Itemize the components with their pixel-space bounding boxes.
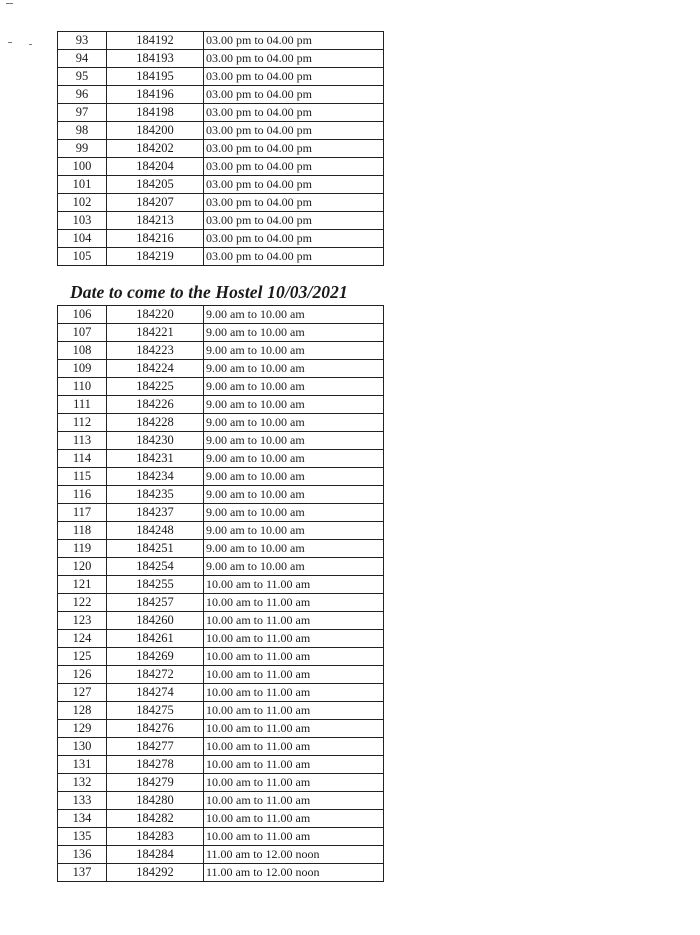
row-number-cell: 116 <box>58 486 107 504</box>
scan-artifact-mark <box>8 42 12 43</box>
row-number-cell: 100 <box>58 158 107 176</box>
student-id-cell: 184261 <box>107 630 204 648</box>
row-number-cell: 113 <box>58 432 107 450</box>
table-row <box>58 828 384 846</box>
row-number-cell: 108 <box>58 342 107 360</box>
time-slot-cell: 10.00 am to 11.00 am <box>204 792 384 810</box>
row-number-cell: 94 <box>58 50 107 68</box>
row-number-cell: 134 <box>58 810 107 828</box>
time-slot-cell: 9.00 am to 10.00 am <box>204 414 384 432</box>
row-number-cell: 110 <box>58 378 107 396</box>
student-id-cell: 184196 <box>107 86 204 104</box>
student-id-cell: 184224 <box>107 360 204 378</box>
row-number-cell: 102 <box>58 194 107 212</box>
table-row <box>58 720 384 738</box>
row-number-cell: 105 <box>58 248 107 266</box>
schedule-table-1-body <box>58 32 384 266</box>
student-id-cell: 184205 <box>107 176 204 194</box>
row-number-cell: 109 <box>58 360 107 378</box>
time-slot-cell: 10.00 am to 11.00 am <box>204 828 384 846</box>
student-id-cell: 184213 <box>107 212 204 230</box>
row-number-cell: 96 <box>58 86 107 104</box>
table-row <box>58 738 384 756</box>
time-slot-cell: 03.00 pm to 04.00 pm <box>204 122 384 140</box>
row-number-cell: 99 <box>58 140 107 158</box>
row-number-cell: 124 <box>58 630 107 648</box>
time-slot-cell: 03.00 pm to 04.00 pm <box>204 194 384 212</box>
table-row <box>58 594 384 612</box>
student-id-cell: 184276 <box>107 720 204 738</box>
section-heading-hostel-date: Date to come to the Hostel 10/03/2021 <box>70 282 348 302</box>
table-row <box>58 396 384 414</box>
time-slot-cell: 9.00 am to 10.00 am <box>204 396 384 414</box>
student-id-cell: 184220 <box>107 306 204 324</box>
table-row <box>58 810 384 828</box>
table-row <box>58 702 384 720</box>
student-id-cell: 184231 <box>107 450 204 468</box>
row-number-cell: 133 <box>58 792 107 810</box>
table-row <box>58 648 384 666</box>
student-id-cell: 184248 <box>107 522 204 540</box>
row-number-cell: 127 <box>58 684 107 702</box>
time-slot-cell: 9.00 am to 10.00 am <box>204 306 384 324</box>
time-slot-cell: 9.00 am to 10.00 am <box>204 558 384 576</box>
row-number-cell: 122 <box>58 594 107 612</box>
student-id-cell: 184192 <box>107 32 204 50</box>
table-row <box>58 666 384 684</box>
row-number-cell: 137 <box>58 864 107 882</box>
time-slot-cell: 9.00 am to 10.00 am <box>204 486 384 504</box>
table-row <box>58 450 384 468</box>
row-number-cell: 123 <box>58 612 107 630</box>
table-row <box>58 774 384 792</box>
table-row <box>58 792 384 810</box>
row-number-cell: 136 <box>58 846 107 864</box>
time-slot-cell: 11.00 am to 12.00 noon <box>204 846 384 864</box>
time-slot-cell: 10.00 am to 11.00 am <box>204 648 384 666</box>
table-row <box>58 414 384 432</box>
table-row <box>58 342 384 360</box>
time-slot-cell: 03.00 pm to 04.00 pm <box>204 32 384 50</box>
student-id-cell: 184195 <box>107 68 204 86</box>
student-id-cell: 184228 <box>107 414 204 432</box>
table-row <box>58 50 384 68</box>
student-id-cell: 184279 <box>107 774 204 792</box>
row-number-cell: 130 <box>58 738 107 756</box>
student-id-cell: 184235 <box>107 486 204 504</box>
time-slot-cell: 9.00 am to 10.00 am <box>204 450 384 468</box>
row-number-cell: 117 <box>58 504 107 522</box>
time-slot-cell: 03.00 pm to 04.00 pm <box>204 230 384 248</box>
table-row <box>58 140 384 158</box>
table-row <box>58 432 384 450</box>
student-id-cell: 184278 <box>107 756 204 774</box>
time-slot-cell: 11.00 am to 12.00 noon <box>204 864 384 882</box>
time-slot-cell: 10.00 am to 11.00 am <box>204 666 384 684</box>
row-number-cell: 98 <box>58 122 107 140</box>
time-slot-cell: 10.00 am to 11.00 am <box>204 684 384 702</box>
student-id-cell: 184225 <box>107 378 204 396</box>
table-row <box>58 104 384 122</box>
student-id-cell: 184280 <box>107 792 204 810</box>
time-slot-cell: 03.00 pm to 04.00 pm <box>204 248 384 266</box>
time-slot-cell: 9.00 am to 10.00 am <box>204 540 384 558</box>
student-id-cell: 184230 <box>107 432 204 450</box>
time-slot-cell: 10.00 am to 11.00 am <box>204 738 384 756</box>
table-row <box>58 486 384 504</box>
time-slot-cell: 9.00 am to 10.00 am <box>204 504 384 522</box>
table-row <box>58 468 384 486</box>
time-slot-cell: 10.00 am to 11.00 am <box>204 576 384 594</box>
table-row <box>58 864 384 882</box>
table-row <box>58 522 384 540</box>
time-slot-cell: 03.00 pm to 04.00 pm <box>204 140 384 158</box>
row-number-cell: 135 <box>58 828 107 846</box>
table-row <box>58 504 384 522</box>
table-row <box>58 306 384 324</box>
student-id-cell: 184272 <box>107 666 204 684</box>
row-number-cell: 97 <box>58 104 107 122</box>
time-slot-cell: 10.00 am to 11.00 am <box>204 702 384 720</box>
table-row <box>58 248 384 266</box>
student-id-cell: 184237 <box>107 504 204 522</box>
row-number-cell: 106 <box>58 306 107 324</box>
student-id-cell: 184277 <box>107 738 204 756</box>
student-id-cell: 184226 <box>107 396 204 414</box>
table-row <box>58 176 384 194</box>
schedule-table-1 <box>57 31 384 266</box>
row-number-cell: 128 <box>58 702 107 720</box>
student-id-cell: 184193 <box>107 50 204 68</box>
table-row <box>58 32 384 50</box>
student-id-cell: 184202 <box>107 140 204 158</box>
time-slot-cell: 03.00 pm to 04.00 pm <box>204 212 384 230</box>
student-id-cell: 184282 <box>107 810 204 828</box>
row-number-cell: 112 <box>58 414 107 432</box>
time-slot-cell: 03.00 pm to 04.00 pm <box>204 176 384 194</box>
student-id-cell: 184255 <box>107 576 204 594</box>
table-row <box>58 68 384 86</box>
row-number-cell: 121 <box>58 576 107 594</box>
table-row <box>58 540 384 558</box>
student-id-cell: 184292 <box>107 864 204 882</box>
student-id-cell: 184204 <box>107 158 204 176</box>
time-slot-cell: 10.00 am to 11.00 am <box>204 612 384 630</box>
student-id-cell: 184200 <box>107 122 204 140</box>
time-slot-cell: 10.00 am to 11.00 am <box>204 594 384 612</box>
scan-artifact-mark <box>6 3 13 4</box>
schedule-table-2 <box>57 305 384 882</box>
row-number-cell: 104 <box>58 230 107 248</box>
time-slot-cell: 9.00 am to 10.00 am <box>204 468 384 486</box>
time-slot-cell: 9.00 am to 10.00 am <box>204 432 384 450</box>
time-slot-cell: 03.00 pm to 04.00 pm <box>204 86 384 104</box>
table-row <box>58 158 384 176</box>
student-id-cell: 184223 <box>107 342 204 360</box>
student-id-cell: 184198 <box>107 104 204 122</box>
row-number-cell: 93 <box>58 32 107 50</box>
row-number-cell: 95 <box>58 68 107 86</box>
row-number-cell: 118 <box>58 522 107 540</box>
time-slot-cell: 10.00 am to 11.00 am <box>204 630 384 648</box>
scan-artifact-mark <box>29 44 32 45</box>
table-row <box>58 194 384 212</box>
row-number-cell: 111 <box>58 396 107 414</box>
time-slot-cell: 9.00 am to 10.00 am <box>204 522 384 540</box>
time-slot-cell: 9.00 am to 10.00 am <box>204 378 384 396</box>
student-id-cell: 184275 <box>107 702 204 720</box>
student-id-cell: 184260 <box>107 612 204 630</box>
row-number-cell: 107 <box>58 324 107 342</box>
time-slot-cell: 10.00 am to 11.00 am <box>204 720 384 738</box>
time-slot-cell: 03.00 pm to 04.00 pm <box>204 158 384 176</box>
student-id-cell: 184269 <box>107 648 204 666</box>
row-number-cell: 101 <box>58 176 107 194</box>
time-slot-cell: 03.00 pm to 04.00 pm <box>204 50 384 68</box>
time-slot-cell: 9.00 am to 10.00 am <box>204 360 384 378</box>
row-number-cell: 119 <box>58 540 107 558</box>
table-row <box>58 756 384 774</box>
table-row <box>58 630 384 648</box>
row-number-cell: 120 <box>58 558 107 576</box>
table-row <box>58 122 384 140</box>
time-slot-cell: 10.00 am to 11.00 am <box>204 774 384 792</box>
student-id-cell: 184283 <box>107 828 204 846</box>
time-slot-cell: 10.00 am to 11.00 am <box>204 810 384 828</box>
student-id-cell: 184257 <box>107 594 204 612</box>
table-row <box>58 576 384 594</box>
table-row <box>58 378 384 396</box>
student-id-cell: 184274 <box>107 684 204 702</box>
table-row <box>58 230 384 248</box>
row-number-cell: 125 <box>58 648 107 666</box>
time-slot-cell: 10.00 am to 11.00 am <box>204 756 384 774</box>
row-number-cell: 129 <box>58 720 107 738</box>
student-id-cell: 184234 <box>107 468 204 486</box>
student-id-cell: 184216 <box>107 230 204 248</box>
student-id-cell: 184221 <box>107 324 204 342</box>
table-row <box>58 558 384 576</box>
table-row <box>58 612 384 630</box>
time-slot-cell: 9.00 am to 10.00 am <box>204 342 384 360</box>
student-id-cell: 184219 <box>107 248 204 266</box>
table-row <box>58 684 384 702</box>
table-row <box>58 324 384 342</box>
row-number-cell: 114 <box>58 450 107 468</box>
row-number-cell: 103 <box>58 212 107 230</box>
student-id-cell: 184254 <box>107 558 204 576</box>
time-slot-cell: 03.00 pm to 04.00 pm <box>204 68 384 86</box>
schedule-table-2-body <box>58 306 384 882</box>
row-number-cell: 115 <box>58 468 107 486</box>
time-slot-cell: 03.00 pm to 04.00 pm <box>204 104 384 122</box>
table-row <box>58 212 384 230</box>
student-id-cell: 184251 <box>107 540 204 558</box>
row-number-cell: 131 <box>58 756 107 774</box>
table-row <box>58 360 384 378</box>
time-slot-cell: 9.00 am to 10.00 am <box>204 324 384 342</box>
table-row <box>58 846 384 864</box>
row-number-cell: 126 <box>58 666 107 684</box>
student-id-cell: 184207 <box>107 194 204 212</box>
table-row <box>58 86 384 104</box>
row-number-cell: 132 <box>58 774 107 792</box>
student-id-cell: 184284 <box>107 846 204 864</box>
